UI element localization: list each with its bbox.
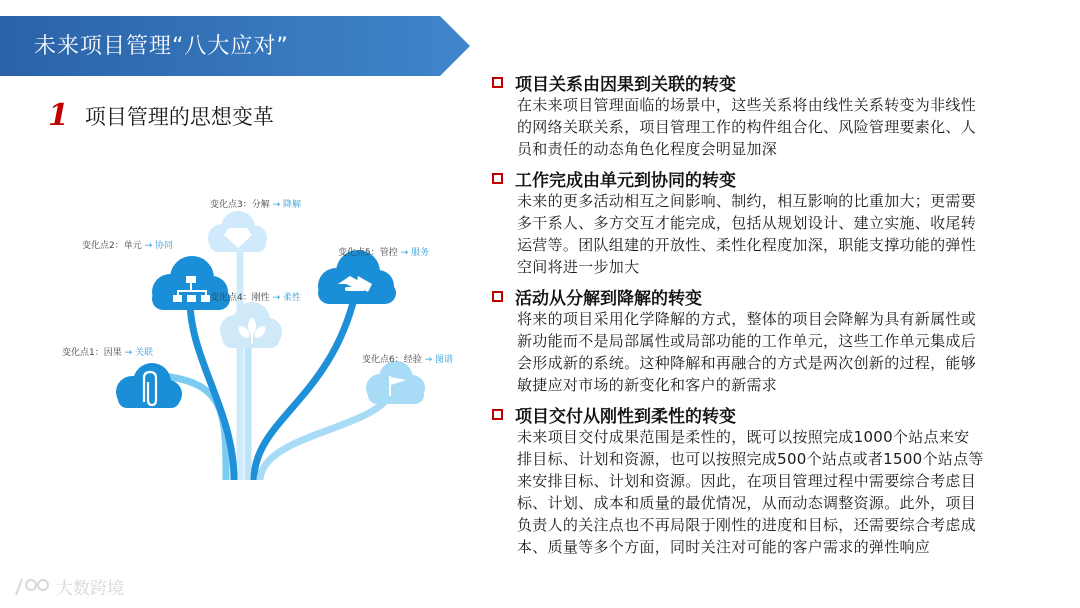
item-title: 项目交付从刚性到柔性的转变	[515, 406, 736, 427]
item-line: 员和责任的动态角色化程度会明显加深	[517, 140, 778, 158]
title-banner	[0, 16, 470, 76]
list-item	[492, 70, 1067, 160]
change-point-name: 变化点4：刚性	[210, 293, 270, 303]
item-body	[517, 190, 1067, 278]
section-number: 1	[48, 98, 69, 133]
bullet-square-icon	[492, 173, 503, 184]
change-point-name: 变化点5：管控	[338, 248, 398, 258]
item-body	[517, 426, 1067, 558]
item-line: 的网络关联关系，项目管理工作的构件组合化、风险管理要素化、人	[517, 118, 977, 136]
change-point-label-1	[62, 346, 153, 358]
item-line: 未来的更多活动相互之间影响、制约，相互影响的比重加大；更需要	[517, 192, 977, 210]
change-point-label-6	[362, 353, 453, 365]
cloud-change-6	[366, 361, 425, 404]
tree-diagram	[40, 180, 480, 480]
change-point-result: 协同	[152, 241, 174, 251]
item-line: 运营等。团队组建的开放性、柔性化程度加深，职能支撑功能的弹性	[517, 236, 977, 254]
change-points-diagram	[40, 180, 480, 480]
change-point-name: 变化点2：单元	[82, 241, 142, 251]
change-point-result: 图谱	[432, 355, 454, 365]
item-title: 项目关系由因果到关联的转变	[515, 74, 736, 95]
change-point-label-5	[338, 246, 429, 258]
change-point-name: 变化点6：经验	[362, 355, 422, 365]
item-line: 多干系人、多方交互才能完成，包括从规划设计、建立实施、收尾转	[517, 214, 977, 232]
arrow-icon: →	[141, 241, 153, 251]
bullet-square-icon	[492, 409, 503, 420]
change-point-label-2	[82, 239, 173, 251]
change-point-label-4	[210, 291, 301, 303]
arrow-icon: →	[121, 348, 133, 358]
arrow-icon: →	[269, 200, 281, 210]
section-heading	[48, 98, 274, 133]
bullet-square-icon	[492, 77, 503, 88]
change-point-result: 柔性	[280, 293, 302, 303]
arrow-icon: →	[269, 293, 281, 303]
list-item	[492, 166, 1067, 278]
item-line: 来安排目标、计划和资源。因此，在项目管理过程中需要综合考虑目	[517, 472, 977, 490]
item-line: 负责人的关注点也不再局限于刚性的进度和目标，还需要综合考虑成	[517, 516, 977, 534]
change-point-name: 变化点3：分解	[210, 200, 270, 210]
change-point-name: 变化点1：因果	[62, 348, 122, 358]
item-line: 会形成新的系统。这种降解和再融合的方式是两次创新的过程，能够	[517, 354, 977, 372]
cloud-change-3	[208, 211, 267, 252]
page-title: 未来项目管理“八大应对”	[34, 34, 289, 59]
cloud-change-4	[220, 302, 282, 348]
item-line: 本、质量等多个方面，同时关注对可能的客户需求的弹性响应	[517, 538, 931, 556]
watermark	[12, 574, 124, 599]
item-line: 标、计划、成本和质量的最优情况，从而动态调整资源。此外，项目	[517, 494, 977, 512]
item-line: 新功能而不是局部属性或局部功能的工作单元，这些工作单元集成后	[517, 332, 977, 350]
item-line: 在未来项目管理面临的场景中，这些关系将由线性关系转变为非线性	[517, 96, 977, 114]
section-title: 项目管理的思想变革	[84, 104, 274, 129]
item-line: 将来的项目采用化学降解的方式，整体的项目会降解为具有新属性或	[517, 310, 977, 328]
list-item	[492, 402, 1067, 558]
item-line: 敏捷应对市场的新变化和客户的新需求	[517, 376, 778, 394]
cloud-change-5	[318, 250, 396, 304]
change-point-result: 降解	[280, 200, 302, 210]
item-line: 空间将进一步加大	[517, 258, 640, 276]
list-item	[492, 284, 1067, 396]
watermark-logo-icon	[12, 575, 52, 599]
watermark-text: 大数跨境	[56, 579, 124, 599]
cloud-change-1	[116, 363, 182, 408]
arrow-icon: →	[397, 248, 409, 258]
change-point-result: 关联	[132, 348, 154, 358]
change-point-label-3	[210, 198, 301, 210]
arrow-icon: →	[421, 355, 433, 365]
item-line: 未来项目交付成果范围是柔性的，既可以按照完成1000个站点来安	[517, 428, 970, 446]
item-line: 排目标、计划和资源，也可以按照完成500个站点或者1500个站点等	[517, 450, 984, 468]
item-title: 工作完成由单元到协同的转变	[515, 170, 736, 191]
item-body	[517, 94, 1067, 160]
item-title: 活动从分解到降解的转变	[515, 288, 702, 309]
change-list	[492, 70, 1067, 564]
bullet-square-icon	[492, 291, 503, 302]
item-body	[517, 308, 1067, 396]
change-point-result: 服务	[408, 248, 430, 258]
